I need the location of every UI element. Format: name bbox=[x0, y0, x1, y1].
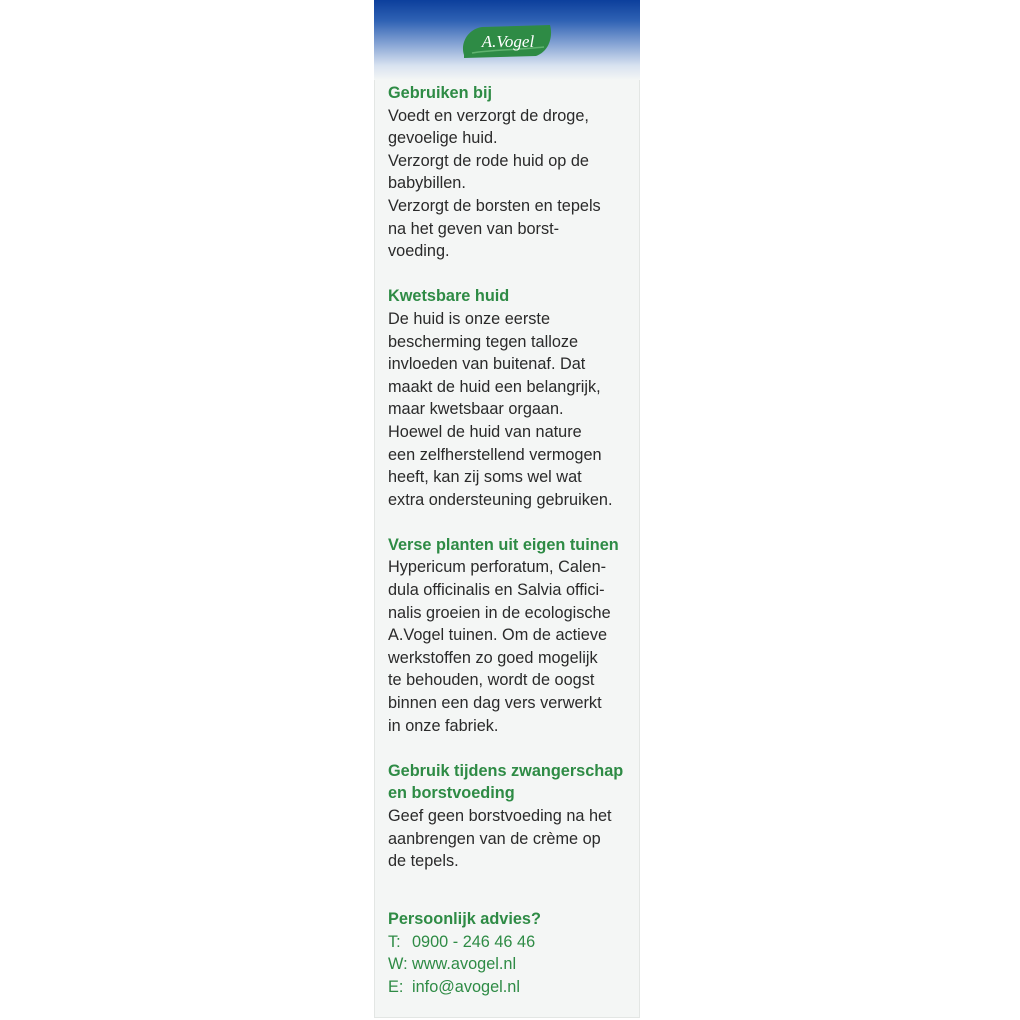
text-line: Hypericum perforatum, Calen- bbox=[388, 558, 607, 577]
text-line: babybillen. bbox=[388, 174, 466, 193]
text-line: maakt de huid een belangrijk, bbox=[388, 377, 601, 396]
section-gebruiken-bij bbox=[388, 82, 638, 263]
section-kwetsbare-huid bbox=[388, 285, 638, 511]
package-side-panel bbox=[374, 0, 640, 1018]
text-line: Hoewel de huid van nature bbox=[388, 422, 582, 441]
text-line: Verzorgt de borsten en tepels bbox=[388, 196, 601, 215]
text-line: werkstoffen zo goed mogelijk bbox=[388, 648, 598, 667]
text-line: A.Vogel tuinen. Om de actieve bbox=[388, 626, 608, 645]
text-line: extra ondersteuning gebruiken. bbox=[388, 490, 613, 509]
text-line: bescherming tegen talloze bbox=[388, 332, 579, 351]
text-line: invloeden van buitenaf. Dat bbox=[388, 355, 586, 374]
text-line: Verzorgt de rode huid op de bbox=[388, 151, 589, 170]
text-line: dula officinalis en Salvia offici- bbox=[388, 581, 605, 600]
text-line: Geef geen borstvoeding na het bbox=[388, 807, 612, 825]
section-heading: Gebruiken bij bbox=[388, 84, 493, 102]
product-description bbox=[388, 82, 638, 895]
contact-label: W: bbox=[388, 955, 408, 974]
text-line: aanbrengen van de crème op bbox=[388, 829, 601, 848]
phone-number: 0900 - 246 46 46 bbox=[412, 932, 536, 951]
section-heading: Verse planten uit eigen tuinen bbox=[388, 535, 619, 554]
text-line: heeft, kan zij soms wel wat bbox=[388, 468, 582, 487]
contact-website bbox=[388, 953, 638, 976]
contact-block bbox=[388, 908, 638, 998]
text-line: Voedt en verzorgt de droge, bbox=[388, 106, 589, 125]
section-verse-planten bbox=[388, 534, 638, 737]
text-line: voeding. bbox=[388, 242, 450, 261]
text-line: een zelfherstellend vermogen bbox=[388, 445, 602, 464]
contact-heading: Persoonlijk advies? bbox=[388, 910, 541, 928]
section-heading: Gebruik tijdens zwangerschap bbox=[388, 761, 624, 780]
text-line: maar kwetsbaar orgaan. bbox=[388, 400, 564, 419]
email-address: info@avogel.nl bbox=[412, 977, 520, 996]
section-zwangerschap bbox=[388, 760, 638, 873]
avogel-logo bbox=[458, 23, 556, 61]
text-line: de tepels. bbox=[388, 852, 459, 871]
text-line: nalis groeien in de ecologische bbox=[388, 603, 611, 622]
text-line: gevoelige huid. bbox=[388, 129, 498, 148]
section-heading: en borstvoeding bbox=[388, 784, 515, 803]
text-line: na het geven van borst- bbox=[388, 219, 560, 238]
text-line: binnen een dag vers verwerkt bbox=[388, 694, 602, 713]
text-line: te behouden, wordt de oogst bbox=[388, 671, 595, 690]
contact-label: E: bbox=[388, 977, 404, 996]
contact-label: T: bbox=[388, 932, 401, 951]
logo-text: A.Vogel bbox=[481, 32, 535, 51]
section-heading: Kwetsbare huid bbox=[388, 287, 510, 306]
text-line: in onze fabriek. bbox=[388, 716, 499, 735]
text-line: De huid is onze eerste bbox=[388, 309, 551, 328]
contact-phone bbox=[388, 931, 638, 954]
contact-email bbox=[388, 976, 638, 999]
website-link: www.avogel.nl bbox=[412, 955, 517, 974]
